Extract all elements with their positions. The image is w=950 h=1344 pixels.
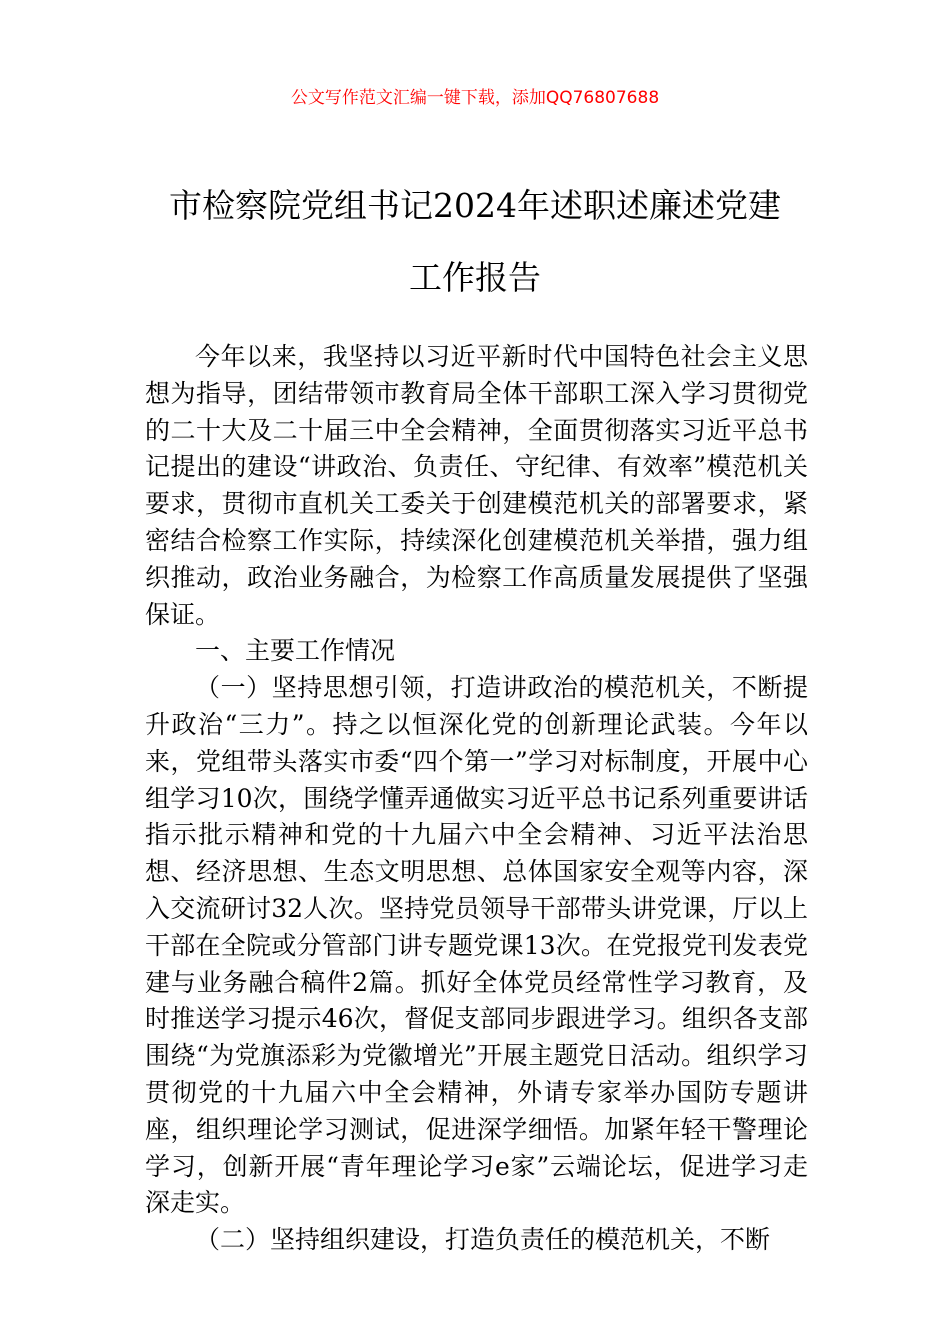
section-heading: 一、主要工作情况: [195, 636, 396, 666]
body-paragraph: （一）坚持思想引领，打造讲政治的模范机关，不断提升政治“三力”。持之以恒深化党的创新理论武装。今年以来，党组带头落实市委“四个第一”学习对标制度，开展中心组学习10次，围绕学懂弄通做实习近平总书记系列重要讲话指示批示精神和党的十九届六中全会精神、习近平法治思想、经济思想、生态文明思想、总体国家安全观等内容，深入交流研讨32人次。坚持党员领导干部带头讲党课，厅以上干部在全院或分管部门讲专题党课13次。在党报党刊发表党建与业务融合稿件2篇。抓好全体党员经常性学习教育，及时推送学习提示46次，督促支部同步跟进学习。组织各支部围绕“为党旗添彩为党徽增光”开展主题党日活动。组织学习贯彻党的十九届六中全会精神，外请专家举办国防专题讲座，组织理论学习测试，促进深学细悟。加紧年轻干警理论学习，创新开展“青年理论学习e家”云端论坛，促进学习走深走实。: [145, 673, 808, 1218]
title-line-1: 市检察院党组书记2024年述职述廉述党建: [169, 186, 781, 225]
document-body: [145, 339, 808, 1259]
document-title: [80, 170, 870, 314]
download-banner: 公文写作范文汇编一键下载，添加QQ76807688: [290, 88, 660, 108]
body-paragraph: （二）坚持组织建设，打造负责任的模范机关，不断: [195, 1225, 771, 1255]
intro-paragraph: 今年以来，我坚持以习近平新时代中国特色社会主义思想为指导，团结带领市教育局全体干部职工深入学习贯彻党的二十大及二十届三中全会精神，全面贯彻落实习近平总书记提出的建设“讲政治、负责任、守纪律、有效率”模范机关要求，贯彻市直机关工委关于创建模范机关的部署要求，紧密结合检察工作实际，持续深化创建模范机关举措，强力组织推动，政治业务融合，为检察工作高质量发展提供了坚强保证。: [145, 342, 808, 629]
title-line-2: 工作报告: [409, 258, 541, 297]
